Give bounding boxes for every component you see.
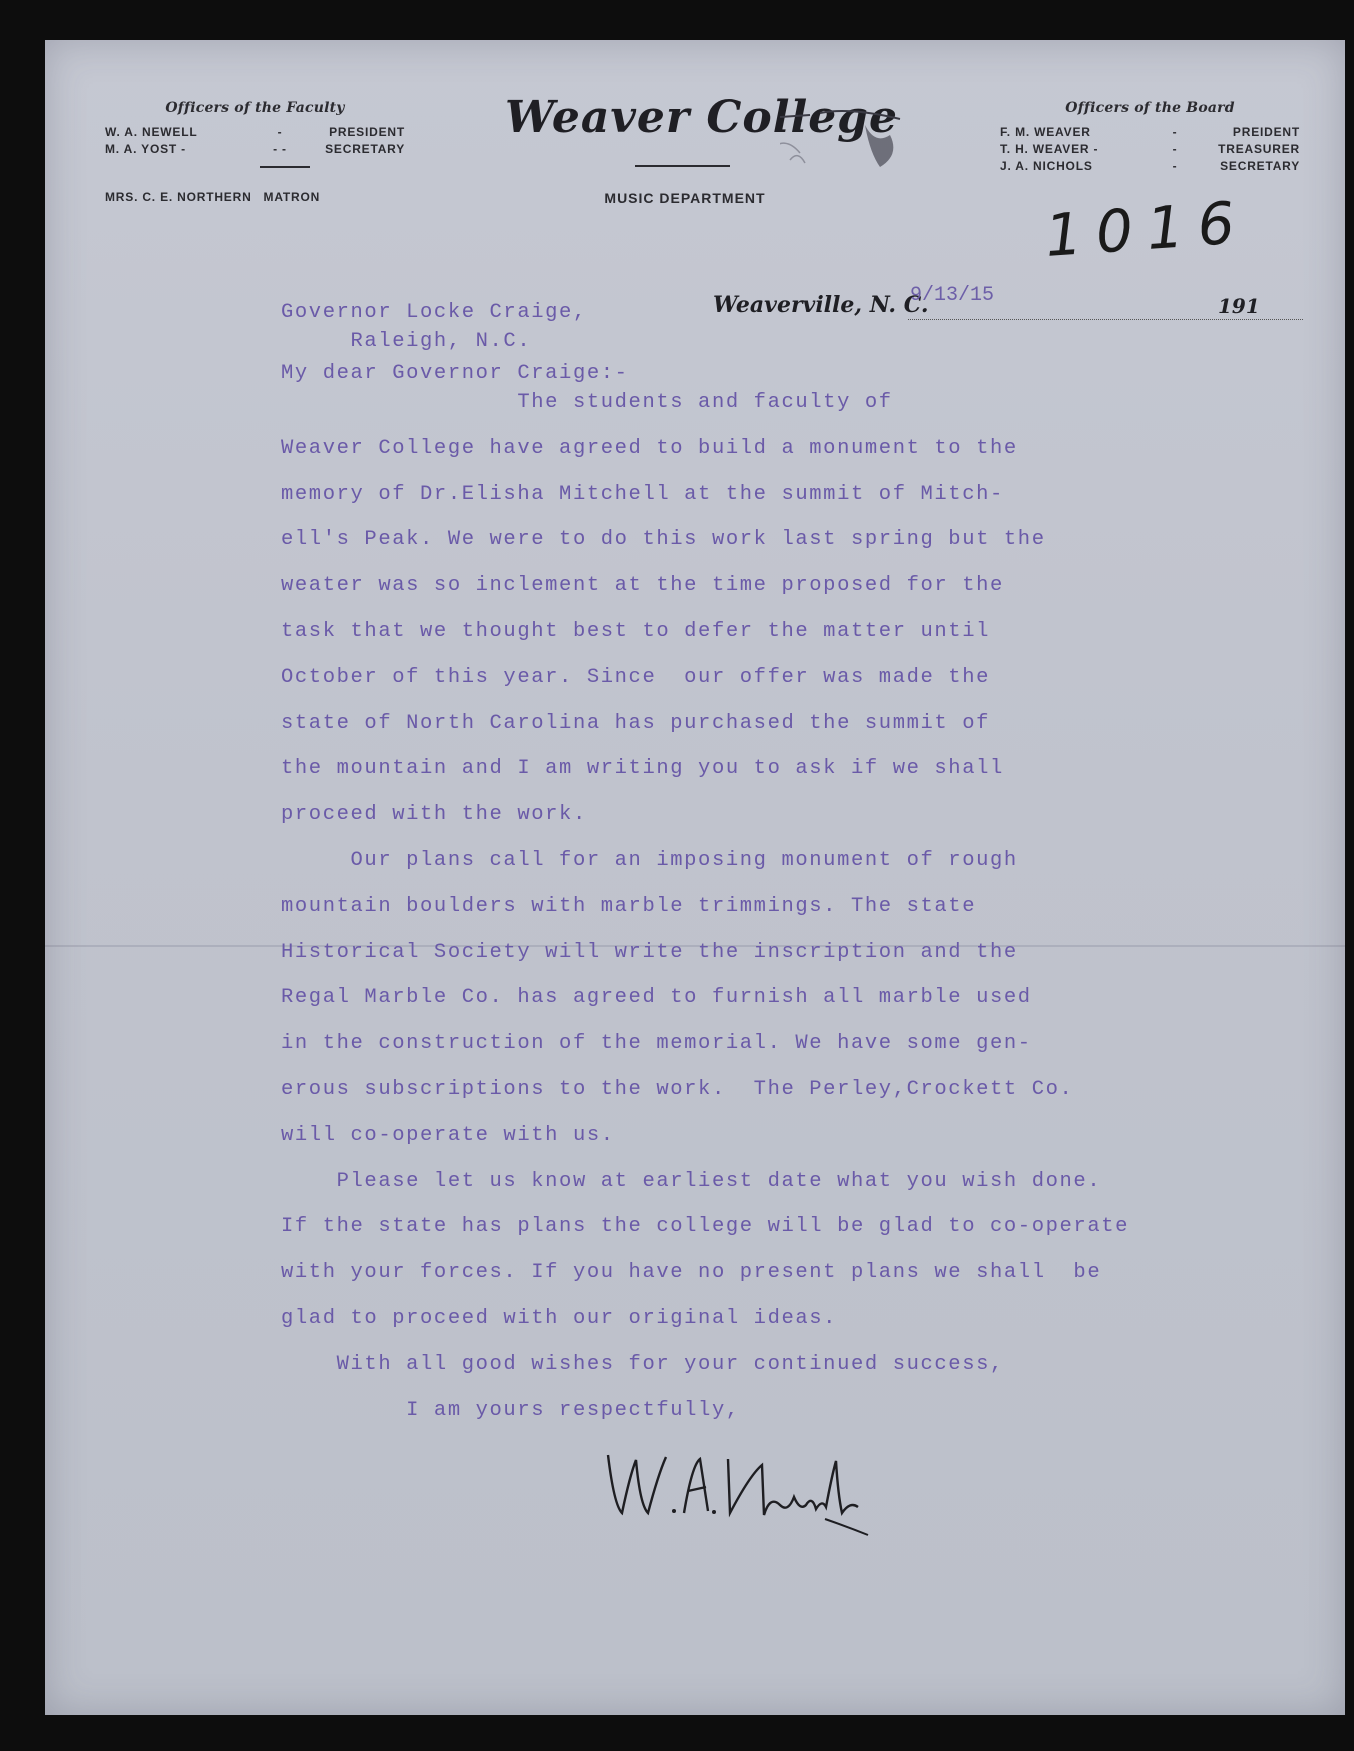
officer-name: M. A. YOST -	[105, 142, 186, 156]
matron-title: MATRON	[263, 190, 321, 204]
body-line: with your forces. If you have no present plans we shall be	[281, 1261, 1102, 1285]
body-line: weater was so inclement at the time proposed for the	[281, 574, 1004, 598]
officer-separator: -	[1172, 159, 1178, 173]
body-line: mountain boulders with marble trimmings. The state	[281, 894, 977, 918]
officer-name: T. H. WEAVER -	[1000, 142, 1099, 156]
body-line: Regal Marble Co. has agreed to furnish all marble used	[281, 986, 1032, 1010]
body-line: will co-operate with us.	[281, 1123, 615, 1147]
typed-date: 9/13/15	[910, 284, 995, 307]
faculty-officer-row	[105, 124, 405, 141]
faculty-officer-row	[105, 141, 405, 158]
body-line: task that we thought best to defer the matter until	[281, 619, 991, 643]
officer-separator: -	[277, 125, 283, 139]
body-line: October of this year. Since our offer was made the	[281, 665, 991, 689]
letter-body	[281, 380, 1129, 1433]
officer-title: TREASURER	[1218, 142, 1300, 156]
body-line: memory of Dr.Elisha Mitchell at the summit of Mitch-	[281, 482, 1004, 506]
date-dotted-line	[908, 319, 1303, 320]
board-officer-row	[1000, 158, 1300, 175]
matron-name: MRS. C. E. NORTHERN	[105, 190, 252, 204]
matron-line	[105, 190, 405, 204]
officer-title: PRESIDENT	[329, 125, 405, 139]
addressee-block	[281, 298, 587, 356]
faculty-officers	[105, 100, 405, 204]
addressee-line: Governor Locke Craige,	[281, 301, 587, 324]
officer-separator: - -	[273, 142, 287, 156]
college-title: Weaver College	[505, 92, 898, 143]
board-officer-row	[1000, 141, 1300, 158]
body-line: If the state has plans the college will be glad to co-operate	[281, 1215, 1130, 1239]
body-line: Our plans call for an imposing monument of rough	[281, 848, 1018, 872]
faculty-heading: Officers of the Faculty	[165, 100, 345, 116]
department-divider	[635, 165, 730, 167]
place-name: Weaverville, N. C.	[713, 292, 929, 318]
body-line: proceed with the work.	[281, 803, 587, 827]
officer-title: SECRETARY	[325, 142, 405, 156]
board-officers	[1000, 100, 1300, 175]
body-line: in the construction of the memorial. We have some gen-	[281, 1032, 1032, 1056]
addressee-line: Raleigh, N.C.	[281, 330, 532, 353]
faculty-divider	[260, 166, 310, 168]
body-line: the mountain and I am writing you to ask if we shall	[281, 757, 1004, 781]
signature	[600, 1435, 920, 1545]
dateline	[713, 284, 1303, 322]
officer-title: PREIDENT	[1232, 125, 1300, 139]
year-prefix: 191	[1218, 294, 1260, 318]
body-line: Please let us know at earliest date what you wish done.	[281, 1169, 1102, 1193]
officer-name: J. A. NICHOLS	[1000, 159, 1093, 173]
officer-title: SECRETARY	[1220, 159, 1300, 173]
officer-name: F. M. WEAVER	[1000, 125, 1091, 139]
body-line: Weaver College have agreed to build a monument to the	[281, 436, 1018, 460]
board-heading: Officers of the Board	[1065, 100, 1235, 116]
department-name: MUSIC DEPARTMENT	[604, 190, 766, 206]
body-line: state of North Carolina has purchased the summit of	[281, 711, 991, 735]
ink-stamp-mark	[780, 105, 920, 185]
body-line: erous subscriptions to the work. The Perley,Crockett Co.	[281, 1077, 1074, 1101]
board-officer-row	[1000, 124, 1300, 141]
body-line: glad to proceed with our original ideas.	[281, 1306, 838, 1330]
body-line: I am yours respectfully,	[281, 1398, 740, 1422]
officer-separator: -	[1172, 125, 1178, 139]
salutation: My dear Governor Craige:-	[281, 362, 629, 385]
body-line: The students and faculty of	[281, 391, 893, 414]
body-line: ell's Peak. We were to do this work last spring but the	[281, 528, 1046, 552]
officer-name: W. A. NEWELL	[105, 125, 198, 139]
handwritten-file-number: 1016	[1042, 187, 1251, 271]
body-line: Historical Society will write the inscription and the	[281, 940, 1018, 964]
body-line: With all good wishes for your continued success,	[281, 1352, 1004, 1376]
officer-separator: -	[1172, 142, 1178, 156]
letter-page	[45, 40, 1345, 1715]
